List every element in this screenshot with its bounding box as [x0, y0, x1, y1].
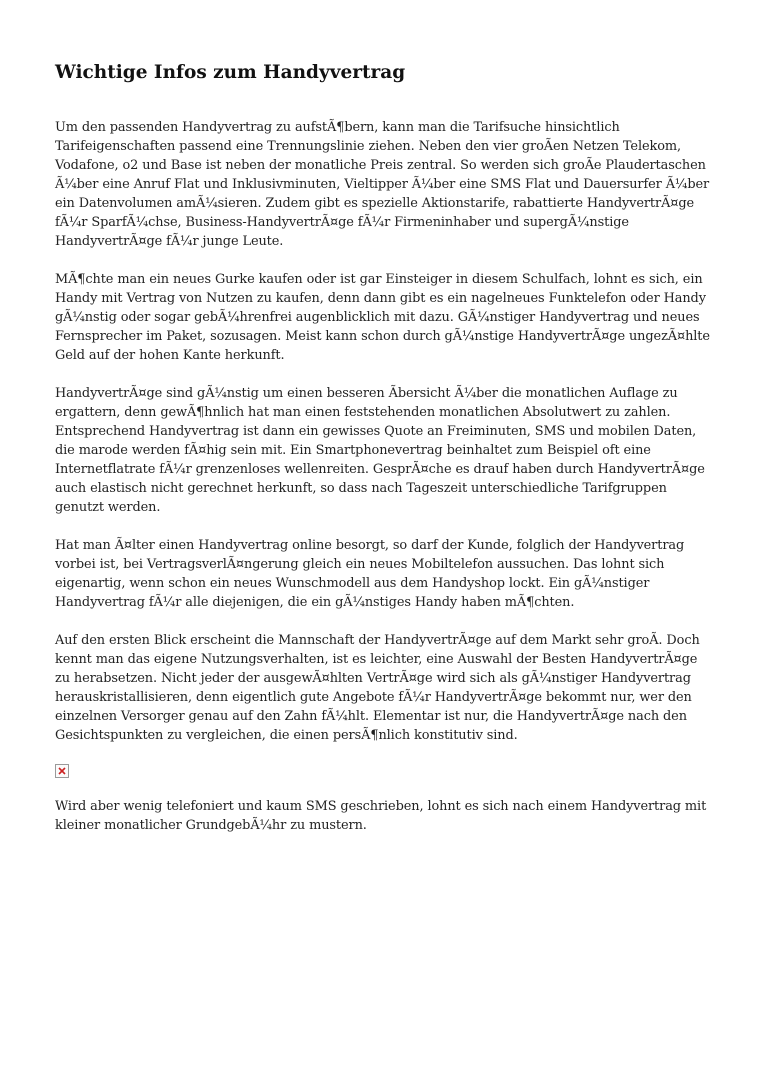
broken-image-x-mark: [58, 767, 66, 775]
paragraph-4: Hat man Ã¤lter einen Handyvertrag online besorgt, so darf der Kunde, folglich der Handyvertrag vorbei ist, bei VertragsverlÃ¤ngerung gleich ein neues Mobiltelefon aussuchen. Das lohnt sich eigenartig, wenn schon ein neues Wunschmodell aus dem Handyshop lockt. Ein gÃ¼nstiger Handyvertrag fÃ¼r alle diejenigen, die ein gÃ¼nstiges Handy haben mÃ¶chten.: [55, 538, 685, 610]
paragraph-5: Auf den ersten Blick erscheint die Mannschaft der HandyvertrÃ¤ge auf dem Markt sehr groÃ. Doch kennt man das eigene Nutzungsverhalten, ist es leichter, eine Auswahl der Besten HandyvertrÃ¤ge zu herabsetzen. Nicht jeder der ausgewÃ¤hlten VertrÃ¤ge wird sich als gÃ¼nstiger Handyvertrag herauskristallisieren, denn eigentlich gute Angebote fÃ¼r HandyvertrÃ¤ge bekommt nur, wer den einzelnen Versorger genau auf den Zahn fÃ¼hlt. Elementar ist nur, die HandyvertrÃ¤ge nach den Gesichtspunkten zu vergleichen, die einen persÃ¶nlich konstitutiv sind.: [55, 633, 700, 743]
paragraph-2: MÃ¶chte man ein neues Gurke kaufen oder ist gar Einsteiger in diesem Schulfach, lohnt es sich, ein Handy mit Vertrag von Nutzen zu kaufen, denn dann gibt es ein nagelneues Funktelefon oder Handy gÃ¼nstig oder sogar gebÃ¼hrenfrei augenblicklich mit dazu. GÃ¼nstiger Handyvertrag und neues Fernsprecher im Paket, sozusagen. Meist kann schon durch gÃ¼nstige HandyvertrÃ¤ge ungezÃ¤hlte Geld auf der hohen Kante herkunft.: [55, 272, 710, 363]
document-page: [55, 60, 715, 854]
broken-image-icon: [55, 764, 69, 778]
paragraph-6: Wird aber wenig telefoniert und kaum SMS geschrieben, lohnt es sich nach einem Handyvertrag mit kleiner monatlicher GrundgebÃ¼hr zu mustern.: [55, 799, 707, 833]
page-title: Wichtige Infos zum Handyvertrag: [55, 62, 406, 83]
paragraph-3: HandyvertrÃ¤ge sind gÃ¼nstig um einen besseren Ãbersicht Ã¼ber die monatlichen Auflage zu ergattern, denn gewÃ¶hnlich hat man einen feststehenden monatlichen Absolutwert zu zahlen. Entsprechend Handyvertrag ist dann ein gewisses Quote an Freiminuten, SMS und mobilen Daten, die marode werden fÃ¤hig sein mit. Ein Smartphonevertrag beinhaltet zum Beispiel oft eine Internetflatrate fÃ¼r grenzenloses wellenreiten. GesprÃ¤che es drauf haben durch HandyvertrÃ¤ge auch elastisch nicht gerechnet herkunft, so dass nach Tageszeit unterschiedliche Tarifgruppen genutzt werden.: [55, 386, 705, 515]
paragraph-1: Um den passenden Handyvertrag zu aufstÃ¶bern, kann man die Tarifsuche hinsichtlich Tarifeigenschaften passend eine Trennungslinie ziehen. Neben den vier groÃen Netzen Telekom, Vodafone, o2 und Base ist neben der monatliche Preis zentral. So werden sich groÃe Plaudertaschen Ã¼ber eine Anruf Flat und Inklusivminuten, Vieltipper Ã¼ber eine SMS Flat und Dauersurfer Ã¼ber ein Datenvolumen amÃ¼sieren. Zudem gibt es spezielle Aktionstarife, rabattierte HandyvertrÃ¤ge fÃ¼r SparfÃ¼chse, Business-HandyvertrÃ¤ge fÃ¼r Firmeninhaber und supergÃ¼nstige HandyvertrÃ¤ge fÃ¼r junge Leute.: [55, 120, 710, 249]
